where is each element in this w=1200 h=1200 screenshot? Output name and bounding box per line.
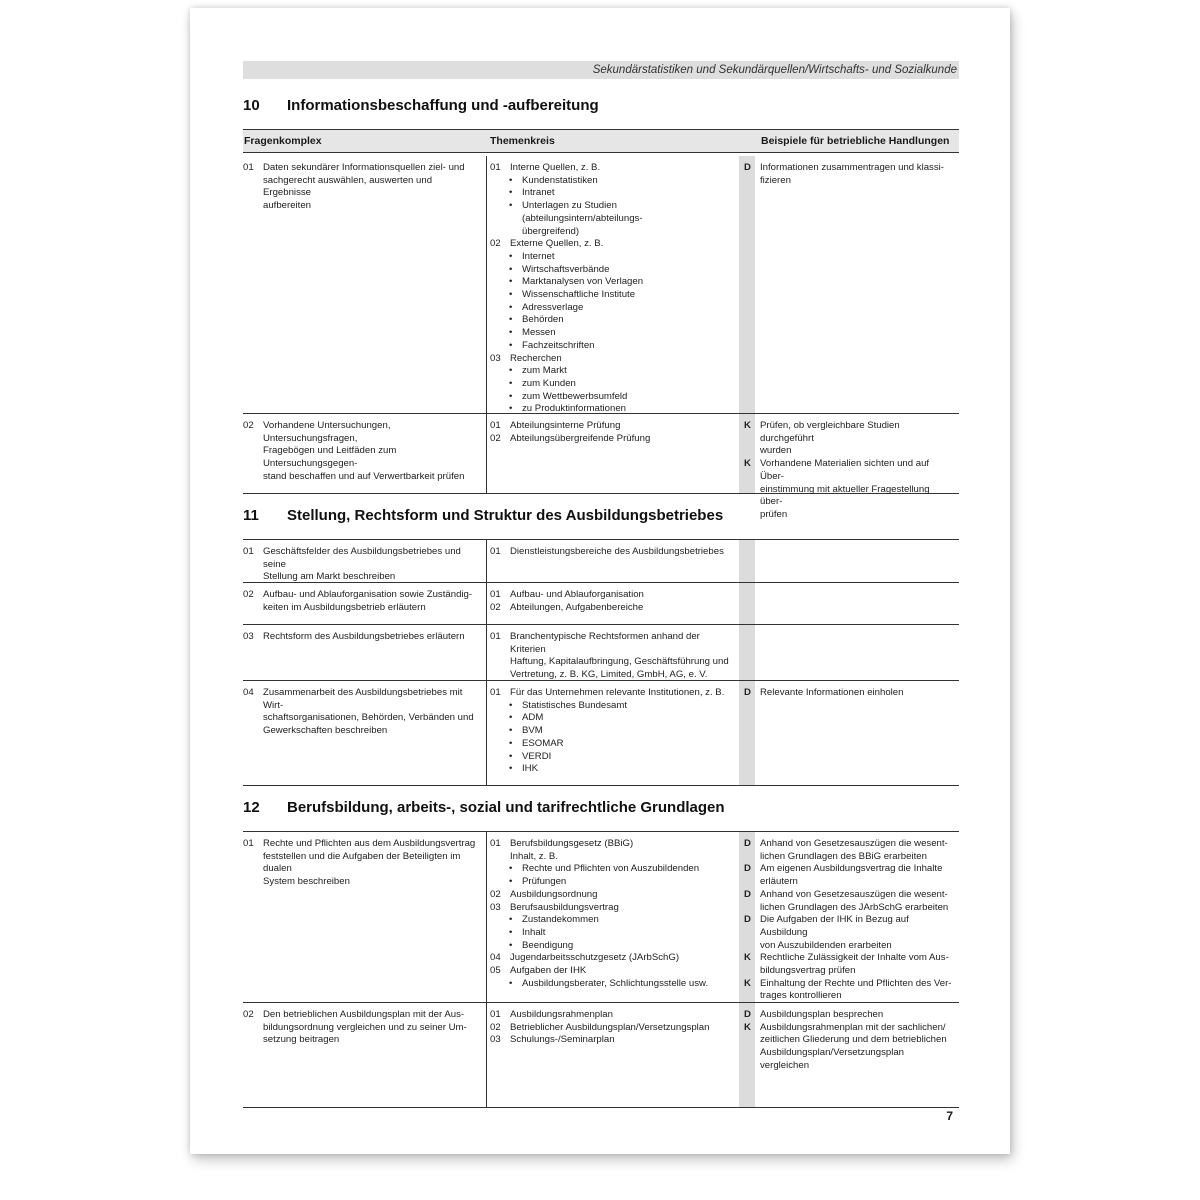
themen-text: Interne Quellen, z. B. xyxy=(510,162,601,173)
bullet-icon: • xyxy=(509,187,513,199)
themen-bullet-text: BVM xyxy=(522,725,543,737)
bullet-icon: • xyxy=(509,763,513,775)
bullet-icon: • xyxy=(509,276,513,288)
action-item xyxy=(742,863,954,888)
themen-bullet-item xyxy=(490,940,736,953)
themen-bullet-text: Messen xyxy=(522,327,556,339)
themen-bullet-text: Intranet xyxy=(522,187,555,199)
themen-text: Berufsbildungsgesetz (BBiG) xyxy=(510,838,634,849)
column-divider xyxy=(486,832,487,1003)
themen-bullet-text: Wirtschaftsverbände xyxy=(522,263,610,275)
themen-bullet-text: Ausbildungsberater, Schlichtungsstelle usw. xyxy=(522,977,709,989)
action-code-badge: D xyxy=(744,1009,751,1020)
bullet-icon: • xyxy=(509,200,513,212)
themen-bullet-item xyxy=(490,914,736,927)
fragenkomplex-cell xyxy=(243,838,481,889)
themen-number: 02 xyxy=(490,238,501,250)
bullet-icon: • xyxy=(509,250,513,262)
themen-text: Abteilungsübergreifende Prüfung xyxy=(510,432,651,444)
running-header: Sekundärstatistiken und Sekundärquellen/Wirtschafts- und Sozialkunde xyxy=(243,61,959,79)
column-header-themenkreis: Themenkreis xyxy=(490,135,555,147)
bullet-icon: • xyxy=(509,699,513,711)
themenkreis-cell xyxy=(490,420,736,445)
action-item xyxy=(742,162,954,187)
themen-continuation: Vertretung, z. B. KG, Limited, GmbH, AG, e. V. xyxy=(510,669,708,681)
themenkreis-cell xyxy=(490,1009,736,1047)
action-text-line: einstimmung mit aktueller Fragestellung über- xyxy=(760,483,930,508)
themen-number: 01 xyxy=(490,589,501,600)
column-divider xyxy=(486,1003,487,1108)
action-text-line: bildungsvertrag prüfen xyxy=(760,965,856,977)
themen-bullet-text: Zustandekommen xyxy=(522,914,599,926)
themen-bullet-item xyxy=(490,978,736,991)
action-code-badge: K xyxy=(744,420,751,431)
frage-text-line: feststellen und die Aufgaben der Beteiligten im dualen xyxy=(263,850,461,875)
themen-text: Betrieblicher Ausbildungsplan/Versetzungsplan xyxy=(510,1021,710,1033)
themen-entry xyxy=(490,602,736,615)
section-heading: Berufsbildung, arbeits-, sozial und tarifrechtliche Grundlagen xyxy=(287,799,725,816)
action-text-line: lichen Grundlagen des JArbSchG erarbeiten xyxy=(760,901,949,913)
frage-entry xyxy=(243,546,481,584)
themen-number: 01 xyxy=(490,838,501,849)
frage-text-line: setzung beitragen xyxy=(263,1034,340,1046)
themen-bullet-text: Beendigung xyxy=(522,939,574,951)
themen-entry xyxy=(490,420,736,433)
bullet-icon: • xyxy=(509,863,513,875)
frage-text-line: Stellung am Markt beschreiben xyxy=(263,571,396,583)
frage-number: 03 xyxy=(243,631,254,642)
frage-entry xyxy=(243,162,481,213)
frage-entry xyxy=(243,1009,481,1047)
code-column-shade xyxy=(739,156,755,414)
action-text-line: Prüfen, ob vergleichbare Studien durchgeführt xyxy=(760,420,900,444)
themen-bullet-item xyxy=(490,863,736,876)
section-heading: Informationsbeschaffung und -aufbereitung xyxy=(287,97,599,114)
frage-text-line: stand beschaffen und auf Verwertbarkeit prüfen xyxy=(263,470,465,482)
bullet-icon: • xyxy=(509,263,513,275)
themen-number: 05 xyxy=(490,965,501,977)
themen-bullet-item xyxy=(490,700,736,713)
themen-bullet-text: Prüfungen xyxy=(522,876,567,888)
column-divider xyxy=(486,625,487,681)
frage-number: 02 xyxy=(243,589,254,600)
action-text-line: lichen Grundlagen des BBiG erarbeiten xyxy=(760,850,927,862)
themen-number: 01 xyxy=(490,162,501,173)
frage-number: 01 xyxy=(243,162,254,173)
frage-entry xyxy=(243,631,481,644)
themen-bullet-text: Rechte und Pflichten von Auszubildenden xyxy=(522,863,700,875)
action-code-badge: K xyxy=(744,952,751,964)
action-code-badge: K xyxy=(744,458,751,470)
frage-number: 01 xyxy=(243,546,254,557)
bullet-icon: • xyxy=(509,939,513,951)
themenkreis-cell xyxy=(490,687,736,776)
table-row xyxy=(243,832,959,1003)
themen-number: 03 xyxy=(490,901,501,913)
themen-number: 01 xyxy=(490,687,501,698)
frage-text-line: Geschäftsfelder des Ausbildungsbetriebes und seine xyxy=(263,546,461,570)
action-code-badge: D xyxy=(744,863,751,875)
action-item xyxy=(742,838,954,863)
themen-bullet-text: VERDI xyxy=(522,750,552,762)
themen-bullet-item xyxy=(490,289,736,302)
themen-bullet-text: Behörden xyxy=(522,314,564,326)
action-text-line: Ausbildungsplan/Versetzungsplan vergleichen xyxy=(760,1047,905,1071)
section-title xyxy=(243,507,959,524)
themen-number: 01 xyxy=(490,420,501,431)
themen-text: Für das Unternehmen relevante Institutionen, z. B. xyxy=(510,687,725,698)
themen-bullet-continuation: übergreifend) xyxy=(522,225,580,237)
bullet-icon: • xyxy=(509,377,513,389)
frage-text-line: keiten im Ausbildungsbetrieb erläutern xyxy=(263,601,426,613)
themenkreis-cell xyxy=(490,589,736,614)
themen-bullet-item xyxy=(490,314,736,327)
column-header-fragenkomplex: Fragenkomplex xyxy=(244,135,322,147)
themen-number: 02 xyxy=(490,1021,501,1033)
action-item xyxy=(742,1009,954,1022)
themen-bullet-item xyxy=(490,725,736,738)
action-text-line: Rechtliche Zulässigkeit der Inhalte vom Aus- xyxy=(760,952,949,964)
themen-entry xyxy=(490,687,736,700)
action-code-badge: D xyxy=(744,162,751,173)
action-text-line: Relevante Informationen einholen xyxy=(760,687,904,698)
action-text-line: Ausbildungsplan besprechen xyxy=(760,1009,884,1020)
frage-text-line: Rechtsform des Ausbildungsbetriebes erläutern xyxy=(263,631,465,642)
fragenkomplex-cell xyxy=(243,631,481,644)
action-text-line: Einhaltung der Rechte und Pflichten des Ver- xyxy=(760,977,952,989)
themen-entry xyxy=(490,1009,736,1022)
beispiele-cell xyxy=(742,838,954,1003)
themen-text: Ausbildungsordnung xyxy=(510,888,598,900)
fragenkomplex-cell xyxy=(243,546,481,584)
themen-bullet-text: Kundenstatistiken xyxy=(522,174,598,186)
frage-text-line: Rechte und Pflichten aus dem Ausbildungsvertrag xyxy=(263,838,476,849)
themen-text: Ausbildungsrahmenplan xyxy=(510,1009,613,1020)
frage-text-line: Fragebögen und Leitfäden zum Untersuchungsgegen- xyxy=(263,445,397,470)
table-row xyxy=(243,1003,959,1108)
themen-bullet-item xyxy=(490,187,736,200)
themen-text: Externe Quellen, z. B. xyxy=(510,238,604,250)
themen-text: Jugendarbeitsschutzgesetz (JArbSchG) xyxy=(510,952,680,964)
themen-number: 02 xyxy=(490,601,501,613)
bullet-icon: • xyxy=(509,876,513,888)
frage-number: 02 xyxy=(243,1009,254,1020)
themen-entry xyxy=(490,889,736,902)
themen-entry xyxy=(490,546,736,559)
frage-text-line: Daten sekundärer Informationsquellen ziel- und xyxy=(263,162,465,173)
themen-number: 01 xyxy=(490,631,501,642)
action-item xyxy=(742,914,954,952)
themen-bullet-item xyxy=(490,763,736,776)
bullet-icon: • xyxy=(509,977,513,989)
bullet-icon: • xyxy=(509,365,513,377)
action-text-line: prüfen xyxy=(760,508,788,520)
action-code-badge: D xyxy=(744,838,751,849)
themen-bullet-text: zum Wettbewerbsumfeld xyxy=(522,390,628,402)
action-text-line: Ausbildungsrahmenplan mit der sachlichen/ xyxy=(760,1021,946,1033)
action-text-line: von Auszubildenden erarbeiten xyxy=(760,939,892,951)
themen-bullet-text: Inhalt xyxy=(522,926,546,938)
code-column-shade xyxy=(739,583,755,625)
themen-number: 02 xyxy=(490,432,501,444)
themen-bullet-item xyxy=(490,378,736,391)
table-row xyxy=(243,625,959,681)
themen-bullet-item xyxy=(490,738,736,751)
bullet-icon: • xyxy=(509,301,513,313)
frage-number: 01 xyxy=(243,838,254,849)
themen-bullet-text: zu Produktinformationen xyxy=(522,403,626,415)
themen-text: Recherchen xyxy=(510,352,562,364)
frage-text-line: aufbereiten xyxy=(263,200,312,212)
column-divider xyxy=(486,583,487,625)
action-item xyxy=(742,889,954,914)
themen-entry xyxy=(490,1034,736,1047)
column-divider xyxy=(486,681,487,786)
row-divider xyxy=(243,1107,959,1108)
frage-entry xyxy=(243,420,481,484)
frage-number: 02 xyxy=(243,420,254,431)
themen-entry xyxy=(490,433,736,446)
themen-entry xyxy=(490,238,736,251)
themen-bullet-item xyxy=(490,391,736,404)
column-header-row xyxy=(243,129,959,153)
themen-continuation: Inhalt, z. B. xyxy=(510,850,558,862)
bullet-icon: • xyxy=(509,314,513,326)
fragenkomplex-cell xyxy=(243,687,481,738)
frage-number: 04 xyxy=(243,687,254,698)
themen-text: Abteilungen, Aufgabenbereiche xyxy=(510,601,644,613)
themen-entry xyxy=(490,1022,736,1035)
action-text-line: wurden xyxy=(760,445,792,457)
section-number: 10 xyxy=(243,97,260,114)
table-row xyxy=(243,540,959,583)
section-number: 11 xyxy=(243,507,259,524)
action-text-line: Anhand von Gesetzesauszügen die wesent- xyxy=(760,838,948,849)
document-page xyxy=(190,8,1010,1154)
action-text-line: Am eigenen Ausbildungsvertrag die Inhalte xyxy=(760,863,943,875)
themen-entry xyxy=(490,902,736,915)
action-text-line: trages kontrollieren xyxy=(760,990,842,1002)
beispiele-cell xyxy=(742,1009,954,1073)
row-divider xyxy=(243,785,959,786)
table-row xyxy=(243,681,959,786)
bullet-icon: • xyxy=(509,914,513,926)
themenkreis-cell xyxy=(490,631,736,682)
themen-bullet-item xyxy=(490,927,736,940)
themen-bullet-text: ESOMAR xyxy=(522,737,564,749)
bullet-icon: • xyxy=(509,712,513,724)
bullet-icon: • xyxy=(509,403,513,415)
action-text-line: zeitlichen Gliederung und dem betrieblichen xyxy=(760,1034,947,1046)
bullet-icon: • xyxy=(509,750,513,762)
themen-entry xyxy=(490,353,736,366)
themen-text: Aufgaben der IHK xyxy=(510,965,587,977)
themen-number: 01 xyxy=(490,546,501,557)
fragenkomplex-cell xyxy=(243,420,481,484)
themen-bullet-text: Adressverlage xyxy=(522,301,584,313)
themen-bullet-item xyxy=(490,264,736,277)
action-code-badge: K xyxy=(744,977,751,989)
themen-bullet-text: Unterlagen zu Studien (abteilungsintern/abteilungs- xyxy=(522,200,643,224)
themen-bullet-item xyxy=(490,365,736,378)
bullet-icon: • xyxy=(509,390,513,402)
action-text-line: Die Aufgaben der IHK in Bezug auf Ausbildung xyxy=(760,914,909,938)
action-item xyxy=(742,1022,954,1073)
frage-text-line: schaftsorganisationen, Behörden, Verbänden und xyxy=(263,712,474,724)
section-heading: Stellung, Rechtsform und Struktur des Ausbildungsbetriebes xyxy=(287,507,724,524)
themen-bullet-item xyxy=(490,251,736,264)
bullet-icon: • xyxy=(509,174,513,186)
section-title xyxy=(243,799,959,816)
action-item xyxy=(742,978,954,1003)
themen-entry xyxy=(490,952,736,965)
action-item xyxy=(742,687,954,700)
fragenkomplex-cell xyxy=(243,589,481,614)
bullet-icon: • xyxy=(509,725,513,737)
section-title xyxy=(243,97,959,114)
themen-bullet-text: ADM xyxy=(522,712,544,724)
column-divider xyxy=(486,414,487,494)
bullet-icon: • xyxy=(509,327,513,339)
code-column-shade xyxy=(739,625,755,681)
themen-bullet-text: IHK xyxy=(522,763,538,775)
themen-bullet-text: Statistisches Bundesamt xyxy=(522,699,628,711)
action-code-badge: D xyxy=(744,914,751,926)
action-text-line: fizieren xyxy=(760,174,791,186)
themenkreis-cell xyxy=(490,546,736,559)
themen-text: Abteilungsinterne Prüfung xyxy=(510,420,621,431)
themen-bullet-item xyxy=(490,751,736,764)
frage-text-line: bildungsordnung vergleichen und zu seiner Um- xyxy=(263,1021,467,1033)
action-text-line: Informationen zusammentragen und klassi- xyxy=(760,162,944,173)
frage-text-line: Den betrieblichen Ausbildungsplan mit der Aus- xyxy=(263,1009,465,1020)
action-code-badge: D xyxy=(744,687,751,698)
beispiele-cell xyxy=(742,687,954,700)
themen-entry xyxy=(490,965,736,978)
themen-bullet-text: zum Markt xyxy=(522,365,567,377)
beispiele-cell xyxy=(742,162,954,187)
themen-number: 01 xyxy=(490,1009,501,1020)
themen-bullet-item xyxy=(490,175,736,188)
action-item xyxy=(742,952,954,977)
action-code-badge: K xyxy=(744,1021,751,1033)
table-row xyxy=(243,156,959,414)
themen-entry xyxy=(490,589,736,602)
themen-text: Branchentypische Rechtsformen anhand der Kriterien xyxy=(510,631,700,655)
bullet-icon: • xyxy=(509,926,513,938)
themen-number: 03 xyxy=(490,1034,501,1046)
themen-text: Berufsausbildungsvertrag xyxy=(510,901,619,913)
themen-number: 03 xyxy=(490,352,501,364)
frage-text-line: Aufbau- und Ablauforganisation sowie Zuständig- xyxy=(263,589,473,600)
code-column-shade xyxy=(739,540,755,583)
table-row xyxy=(243,583,959,625)
action-item xyxy=(742,420,954,458)
themen-continuation: Haftung, Kapitalaufbringung, Geschäftsführung und xyxy=(510,656,729,668)
frage-text-line: System beschreiben xyxy=(263,876,350,888)
themenkreis-cell xyxy=(490,838,736,990)
themen-bullet-text: Wissenschaftliche Institute xyxy=(522,289,636,301)
section-number: 12 xyxy=(243,799,260,816)
action-code-badge: D xyxy=(744,888,751,900)
page-number: 7 xyxy=(946,1109,953,1123)
themen-bullet-text: Internet xyxy=(522,250,555,262)
frage-text-line: sachgerecht auswählen, auswerten und Ergebnisse xyxy=(263,174,433,199)
themen-entry xyxy=(490,162,736,175)
themen-bullet-text: Fachzeitschriften xyxy=(522,339,595,351)
column-divider xyxy=(486,156,487,414)
frage-entry xyxy=(243,589,481,614)
themen-text: Schulungs-/Seminarplan xyxy=(510,1034,615,1046)
frage-entry xyxy=(243,838,481,889)
themen-bullet-item xyxy=(490,712,736,725)
themen-bullet-text: Marktanalysen von Verlagen xyxy=(522,276,644,288)
bullet-icon: • xyxy=(509,289,513,301)
bullet-icon: • xyxy=(509,737,513,749)
themen-number: 02 xyxy=(490,888,501,900)
themen-bullet-item xyxy=(490,876,736,889)
fragenkomplex-cell xyxy=(243,162,481,213)
frage-text-line: Zusammenarbeit des Ausbildungsbetriebes mit Wirt- xyxy=(263,687,463,711)
bullet-icon: • xyxy=(509,339,513,351)
themen-bullet-item xyxy=(490,200,736,225)
themen-entry xyxy=(490,631,736,656)
column-header-beispiele: Beispiele für betriebliche Handlungen xyxy=(761,135,950,147)
themen-bullet-item xyxy=(490,340,736,353)
fragenkomplex-cell xyxy=(243,1009,481,1047)
action-text-line: Anhand von Gesetzesauszügen die wesent- xyxy=(760,888,948,900)
themenkreis-cell xyxy=(490,162,736,416)
action-text-line: Vorhandene Materialien sichten und auf Über- xyxy=(760,458,930,482)
themen-bullet-item xyxy=(490,302,736,315)
themen-bullet-text: zum Kunden xyxy=(522,377,576,389)
themen-bullet-item xyxy=(490,276,736,289)
themen-bullet-item xyxy=(490,327,736,340)
action-text-line: erläutern xyxy=(760,876,798,888)
frage-text-line: Vorhandene Untersuchungen, Untersuchungsfragen, xyxy=(263,420,391,444)
themen-text: Aufbau- und Ablauforganisation xyxy=(510,589,644,600)
frage-entry xyxy=(243,687,481,738)
frage-text-line: Gewerkschaften beschreiben xyxy=(263,725,388,737)
themen-number: 04 xyxy=(490,952,501,964)
themen-entry xyxy=(490,838,736,851)
themen-text: Dienstleistungsbereiche des Ausbildungsbetriebes xyxy=(510,546,724,557)
column-divider xyxy=(486,540,487,583)
